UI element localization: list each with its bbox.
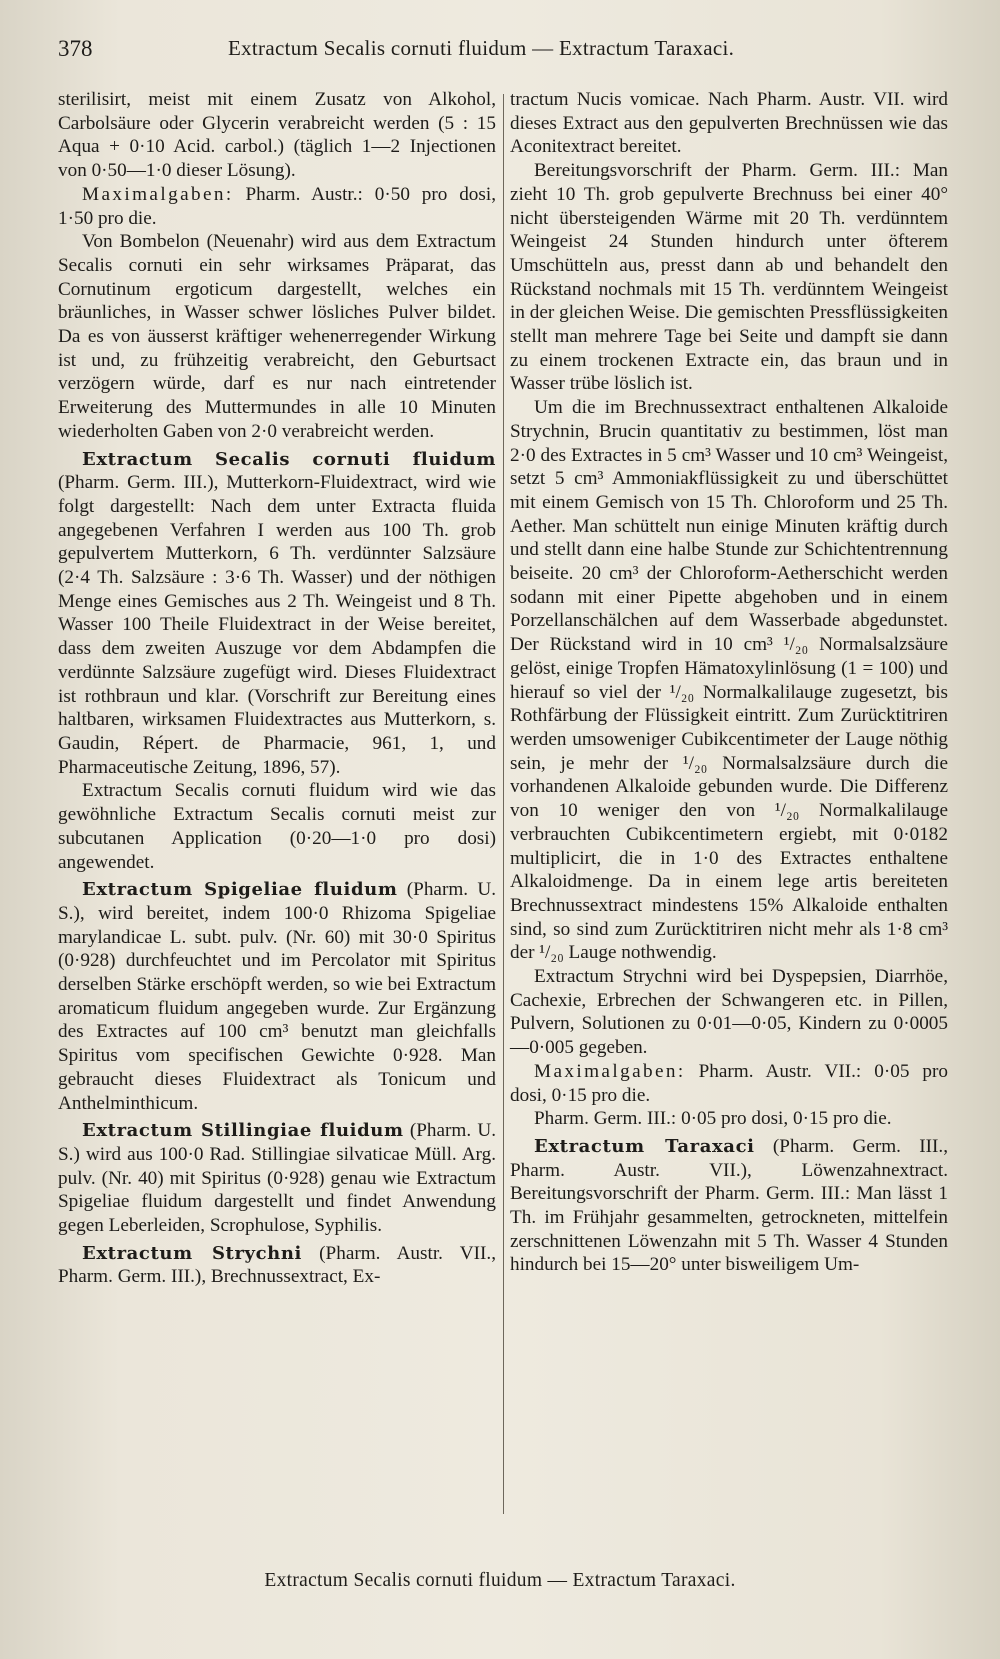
entry-spigeliae-fluidum <box>58 878 496 1115</box>
entry-title: Extractum Strychni <box>82 1242 302 1264</box>
paragraph: Um die im Brechnussextract enthaltenen Alkaloide Strychnin, Brucin quantitativ zu bestimmen, löst man 2·0 des Extractes in 5 cm³ Wasser und 10 cm³ Weingeist, setzt 5 cm³ Ammoniakflüssigkeit zu und überschüttet mit einem Gemisch von 15 Th. Chloroform und 25 Th. Aether. Man schüttelt nun einige Minuten kräftig durch und stellt dann eine halbe Stunde zur Schichtentrennung beiseite. 20 cm³ der Chloroform-Aetherschicht werden sodann mit einer Pipette abgehoben und in einem Porzellanschälchen auf dem Wasserbade abgedunstet. Der Rückstand wird in 10 cm³ ¹/₂₀ Normalsalzsäure gelöst, einige Tropfen Hämatoxylinlösung (1 = 100) und hierauf so viel der ¹/₂₀ Normalkalilauge zugesetzt, bis Rothfärbung der Flüssigkeit eintritt. Zum Zurücktitriren werden umsoweniger Cubikcentimeter der Lauge nöthig sein, je mehr der ¹/₂₀ Normalsalzsäure durch die vorhandenen Alkaloide gebunden wurde. Die Differenz von 10 weniger den von ¹/₂₀ Normalkalilauge verbrauchten Cubikcentimetern ergiebt, mit 0·0182 multiplicirt, die in 1·0 des Extractes enthaltene Alkaloidmenge. Da in einem lege artis bereiteten Brechnussextract mindestens 15% Alkaloide enthalten sind, so sind zum Zurücktitriren nicht mehr als 1·8 cm³ der ¹/₂₀ Lauge nothwendig. <box>510 397 948 964</box>
entry-stillingiae-fluidum <box>58 1119 496 1238</box>
page-footer: Extractum Secalis cornuti fluidum — Extractum Taraxaci. <box>264 1570 736 1591</box>
paragraph <box>510 1060 948 1107</box>
page-number: 378 <box>58 36 93 61</box>
entry-text: (Pharm. U. S.) wird aus 100·0 Rad. Stillingiae silvaticae Müll. Arg. pulv. (Nr. 40) mit Spiritus (0·928) genau wie Extractum Spigeliae fluidum dargestellt und findet Anwendung gegen Leberleiden, Scrophulose, Syphilis. <box>58 1120 496 1237</box>
entry-title: Extractum Taraxaci <box>534 1135 755 1157</box>
entry-text: (Pharm. Germ. III., Pharm. Austr. VII.), Löwenzahnextract. Bereitungsvorschrift der Pharm. Germ. III.: Man lässt 1 Th. im Frühjahr gesammelten, getrockneten, mittelfein zerschnittenen Löwenzahn mit 5 Th. Wasser 4 Stunden hindurch bei 15—20° unter bisweiligem Um- <box>510 1135 949 1276</box>
paragraph: Bereitungsvorschrift der Pharm. Germ. III.: Man zieht 10 Th. grob gepulverte Brechnuss bei einer 40° nicht übersteigenden Wärme mit 20 Th. verdünntem Weingeist 24 Stunden hindurch unter öfterem Umschütteln aus, presst dann ab und behandelt den Rückstand nochmals mit 15 Th. verdünntem Weingeist in der gleichen Weise. Die gemischten Pressflüssigkeiten stellt man mehrere Tage bei Seite und dampft sie dann zu einem trockenen Extracte ein, das braun und in Wasser trübe löslich ist. <box>510 160 948 395</box>
entry-text: (Pharm. Austr. VII., Pharm. Germ. III.), Brechnussextract, Ex- <box>58 1242 496 1288</box>
paragraph: tractum Nucis vomicae. Nach Pharm. Austr. VII. wird dieses Extract aus den gepulverten Brechnüssen wie das Aconitextract bereitet. <box>510 89 948 158</box>
entry-taraxaci <box>510 1135 948 1277</box>
entry-title: Extractum Secalis cornuti fluidum <box>82 448 496 470</box>
entry-text: (Pharm. U. S.), wird bereitet, indem 100·0 Rhizoma Spigeliae marylandicae L. subt. pulv. (Nr. 60) mit 30·0 Spiritus (0·928) durchfeuchtet und im Percolator mit Spiritus derselben Stärke erschöpft werden, so wie bei Extractum aromaticum fluidum angegeben wurde. Zur Ergänzung des Extractes auf 100 cm³ benutzt man gleichfalls Spiritus vom specifischen Gewichte 0·928. Man gebraucht dieses Fluidextract als Tonicum und Anthelminthicum. <box>58 879 496 1114</box>
paragraph: Extractum Secalis cornuti fluidum wird wie das gewöhnliche Extractum Secalis cornuti meist zur subcutanen Application (0·20—1·0 pro dosi) angewendet. <box>58 780 496 873</box>
paragraph-text: Pharm. Austr.: 0·50 pro dosi, 1·50 pro die. <box>58 183 496 229</box>
entry-text: (Pharm. Germ. III.), Mutterkorn-Fluidextract, wird wie folgt dargestellt: Nach dem unter Extracta fluida angegebenen Verfahren I werden aus 100 Th. grob gepulvertem Mutterkorn, 6 Th. verdünnter Salzsäure (2·4 Th. Salzsäure : 3·6 Th. Wasser) und der nöthigen Menge eines Gemisches aus 2 Th. Weingeist und 8 Th. Wasser 100 Theile Fluidextract in der Weise bereitet, dass dem zweiten Auszuge vor dem Abdampfen die verdünnte Salzsäure zugefügt wird. Dieses Fluidextract ist rothbraun und klar. (Vorschrift zur Bereitung eines haltbaren, wirksamen Fluidextractes aus Mutterkorn, s. Gaudin, Répert. de Pharmacie, 961, 1, und Pharmaceutische Zeitung, 1896, 57). <box>58 472 496 778</box>
page-header <box>58 30 942 66</box>
left-column <box>58 88 496 1289</box>
entry-title: Extractum Stillingiae fluidum <box>82 1120 404 1142</box>
column-divider <box>503 94 504 1514</box>
entry-title: Extractum Spigeliae fluidum <box>82 879 398 901</box>
paragraph: Extractum Strychni wird bei Dyspepsien, Diarrhöe, Cachexie, Erbrechen der Schwangeren etc. in Pillen, Pulvern, Solutionen zu 0·01—0·05, Kindern zu 0·0005—0·005 gegeben. <box>510 966 948 1059</box>
maximum-doses-label: Maximalgaben: <box>534 1060 686 1082</box>
paragraph-text: Pharm. Austr. VII.: 0·05 pro dosi, 0·15 pro die. <box>510 1060 948 1106</box>
maximum-doses-label: Maximalgaben: <box>82 183 234 205</box>
paragraph: Von Bombelon (Neuenahr) wird aus dem Extractum Secalis cornuti ein sehr wirksames Präparat, das Cornutinum ergoticum dargestellt, welches ein bräunliches, in Wasser schwer lösliches Pulver bildet. Da es von äusserst kräftiger wehenerregender Wirkung ist und, zu frühzeitig verabreicht, den Geburtsact verzögern würde, darf es nur nach eintretender Erweiterung des Muttermundes in alle 10 Minuten wiederholten Gaben von 2·0 verabreicht werden. <box>58 231 496 442</box>
paragraph: sterilisirt, meist mit einem Zusatz von Alkohol, Carbolsäure oder Glycerin verabreicht werden (5 : 15 Aqua + 0·10 Acid. carbol.) (täglich 1—2 Injectionen von 0·50—1·0 dieser Lösung). <box>58 89 496 182</box>
paragraph <box>58 183 496 230</box>
running-head: Extractum Secalis cornuti fluidum — Extractum Taraxaci. <box>228 36 735 60</box>
paragraph: Pharm. Germ. III.: 0·05 pro dosi, 0·15 pro die. <box>534 1108 892 1130</box>
right-column <box>510 88 948 1277</box>
entry-strychni <box>58 1242 496 1289</box>
entry-secalis-cornuti-fluidum <box>58 448 496 780</box>
text-columns <box>58 88 962 1528</box>
